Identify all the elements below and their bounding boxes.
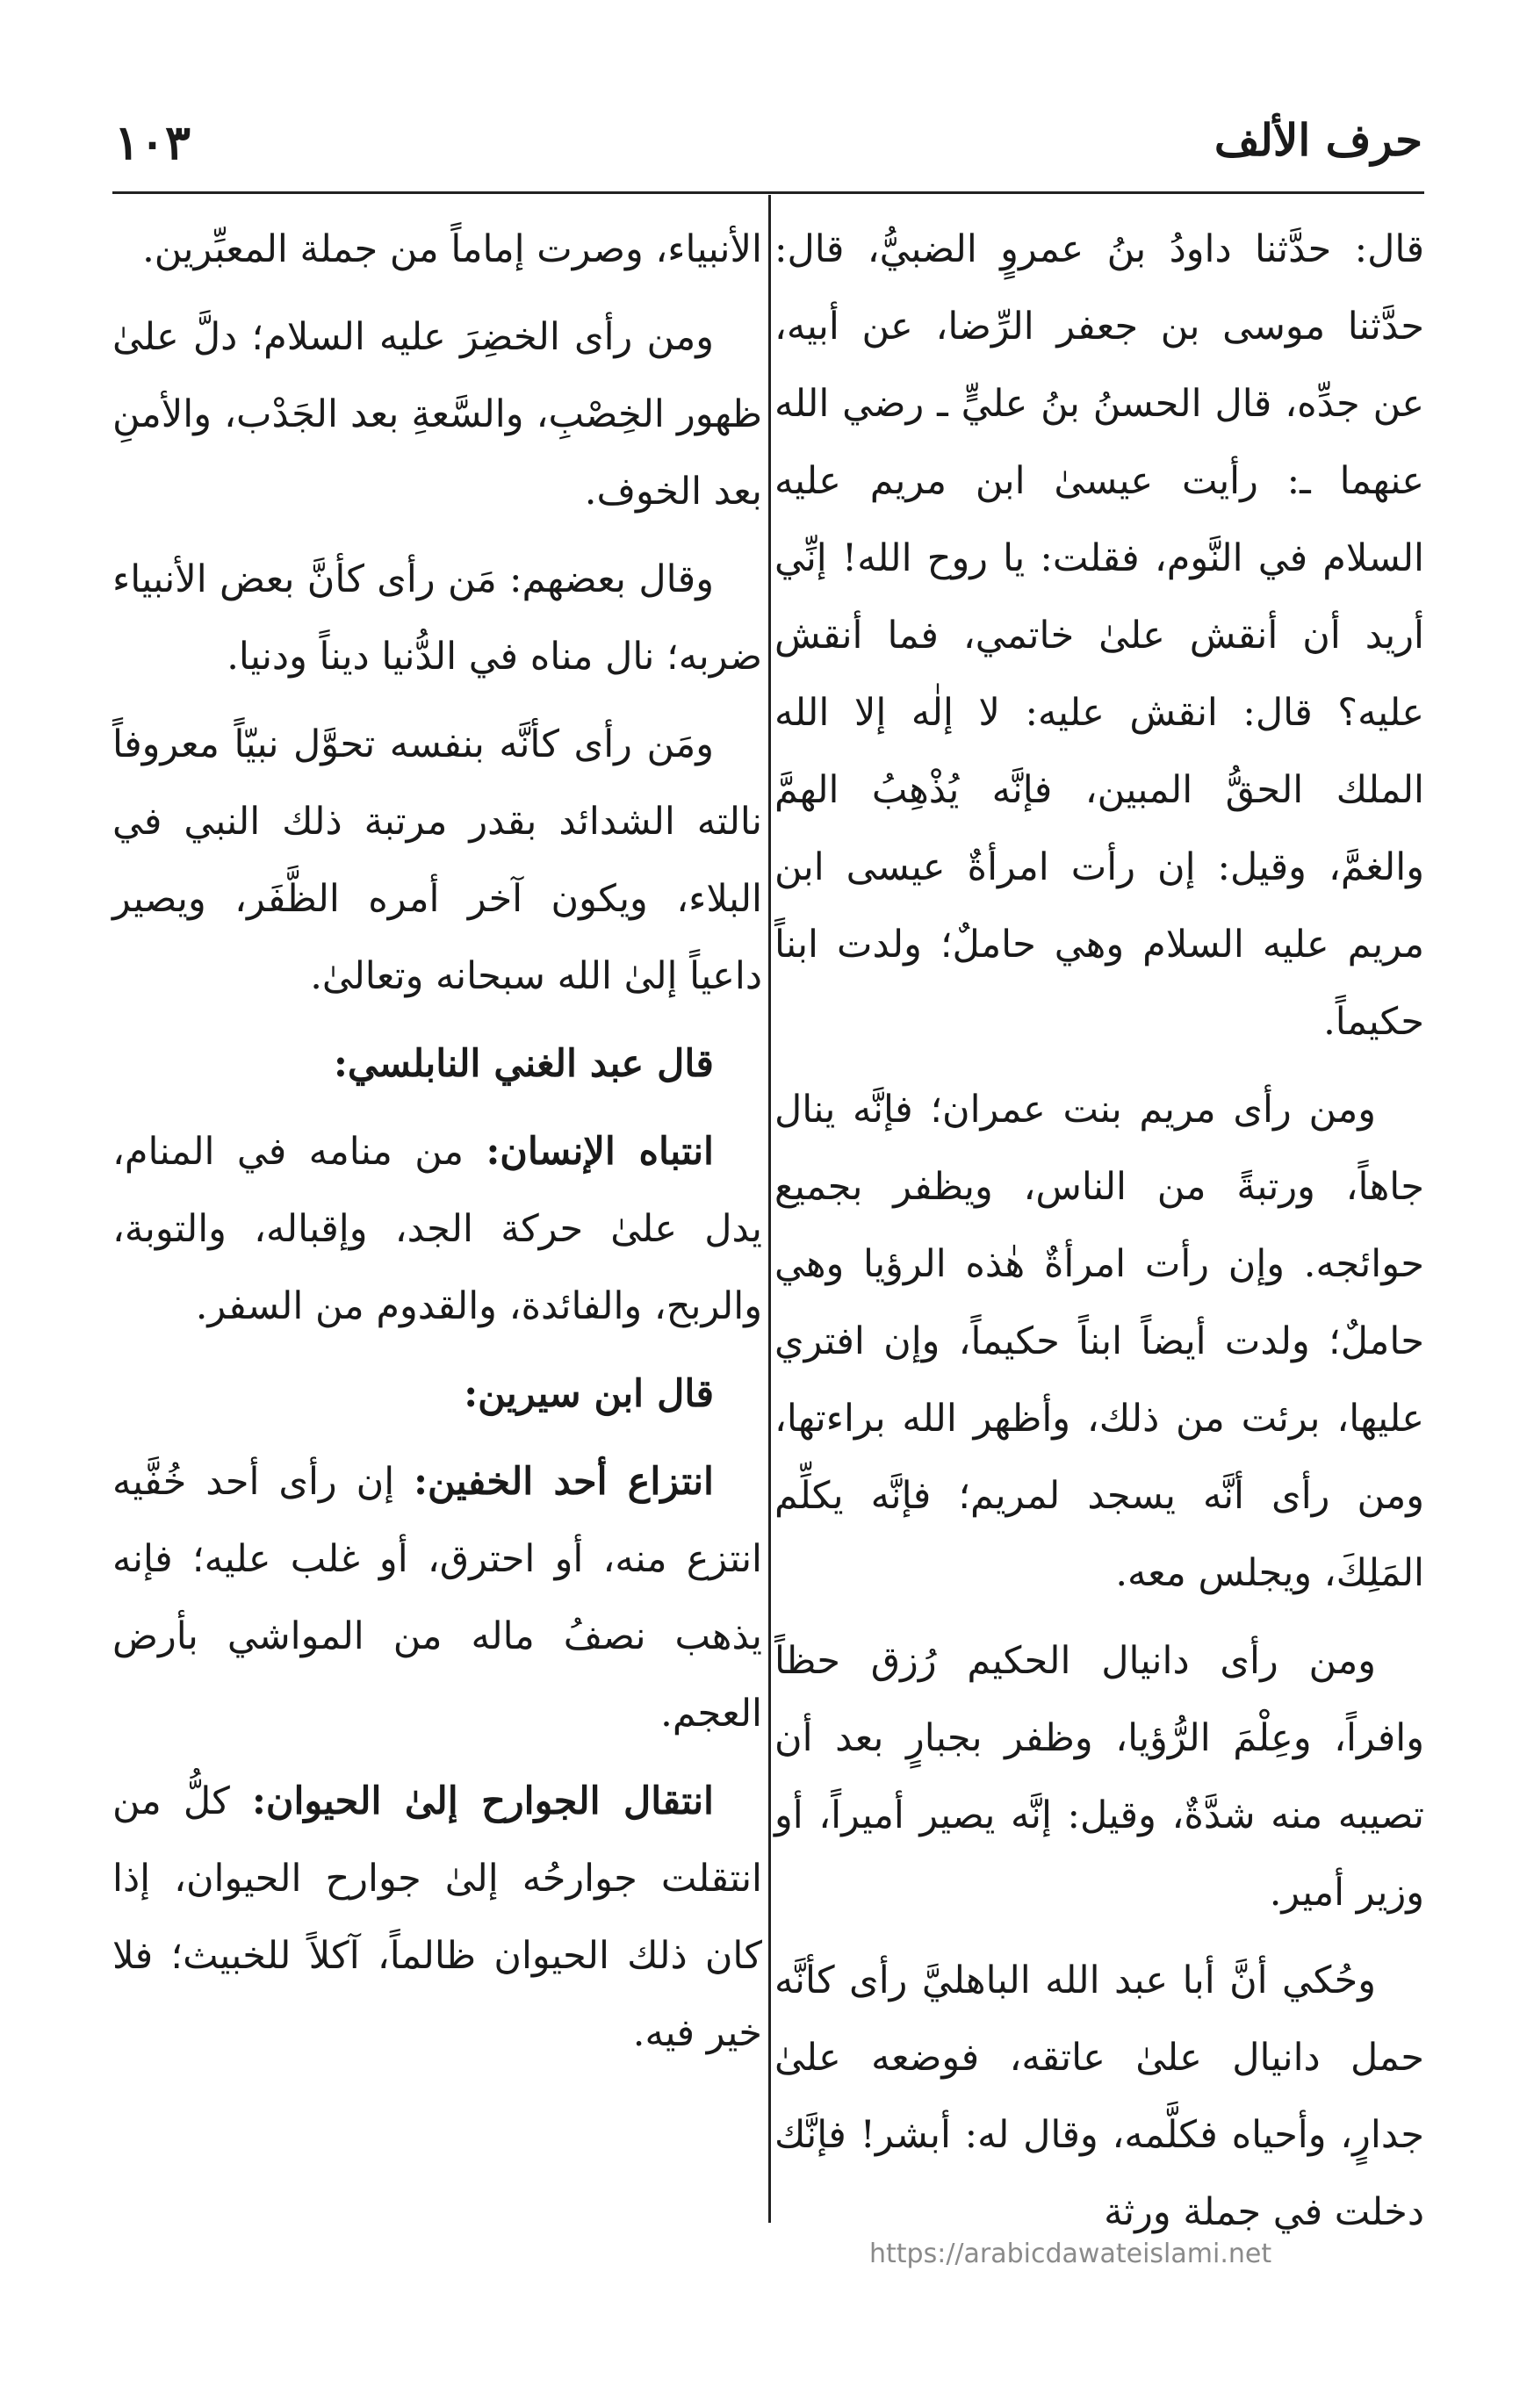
watermark-url: https://arabicdawateislami.net: [869, 2239, 1272, 2269]
paragraph: ومَن رأى كأنَّه بنفسه تحوَّل نبيّاً معروفاً نالته الشدائد بقدر مرتبة ذلك النبي في البلاء، ويكون آخر أمره الظَّفَر، ويصير داعياً إلىٰ الله سبحانه وتعالىٰ.: [112, 722, 762, 998]
entry-text: إن رأى أحد خُفَّيه انتزع منه، أو احترق، أو غلب عليه؛ فإنه يذهب نصفُ ماله من المواشي بأرض العجم.: [112, 1460, 762, 1736]
entry-paragraph: [112, 1113, 762, 1345]
paragraph: ومن رأى مريم بنت عمران؛ فإنَّه ينال جاهاً، ورتبةً من الناس، ويظفر بجميع حوائجه. وإن رأت امرأةٌ هٰذه الرؤيا وهي حاملٌ؛ ولدت أيضاً ابناً حكيماً، وإن افتري عليها، برئت من ذلك، وأظهر الله براءتها، ومن رأى أنَّه يسجد لمريم؛ فإنَّه يكلِّم المَلِكَ، ويجلس معه.: [774, 1088, 1424, 1595]
section-heading: قال عبد الغني النابلسي:: [333, 1042, 714, 1086]
page-number: ١٠٣: [114, 114, 191, 170]
paragraph: وحُكي أنَّ أبا عبد الله الباهليَّ رأى كأنَّه حمل دانيال علىٰ عاتقه، فوضعه علىٰ جدارٍ، وأحياه فكلَّمه، وقال له: أبشر! فإنَّك دخلت في جملة ورثة: [774, 1959, 1424, 2234]
paragraph: قال: حدَّثنا داودُ بنُ عمروٍ الضبيُّ، قال: حدَّثنا موسى بن جعفر الرِّضا، عن أبيه، عن جدِّه، قال الحسنُ بنُ عليٍّ ـ رضي الله عنهما ـ: رأيت عيسىٰ ابن مريم عليه السلام في النَّوم، فقلت: يا روح الله! إنِّي أريد أن أنقش علىٰ خاتمي، فما أنقش عليه؟ قال: انقش عليه: لا إلٰه إلا الله الملك الحقُّ المبين، فإنَّه يُذْهِبُ الهمَّ والغمَّ، وقيل: إن رأت امرأةٌ عيسى ابن مريم عليه السلام وهي حاملٌ؛ ولدت ابناً حكيماً.: [774, 227, 1424, 1044]
section-heading: قال ابن سيرين:: [464, 1372, 714, 1416]
entry-paragraph: [112, 1763, 762, 2072]
chapter-title: حرف الألف: [1214, 114, 1422, 166]
paragraph: ومن رأى دانيال الحكيم رُزق حظاً وافراً، وعِلْمَ الرُّؤيا، وظفر بجبارٍ بعد أن تصيبه منه شدَّةٌ، وقيل: إنَّه يصير أميراً، أو وزير أمير.: [774, 1639, 1424, 1915]
header-rule: [112, 191, 1424, 194]
entry-term: انتقال الجوارح إلىٰ الحيوان:: [252, 1779, 714, 1823]
entry-text: من منامه في المنام، يدل علىٰ حركة الجد، وإقباله، والتوبة، والربح، والفائدة، والقدوم من السفر.: [112, 1130, 762, 1328]
entry-paragraph: [112, 1443, 762, 1752]
left-column: [112, 211, 762, 2082]
paragraph: ومن رأى الخضِرَ عليه السلام؛ دلَّ علىٰ ظهور الخِصْبِ، والسَّعةِ بعد الجَدْب، والأمنِ بعد الخوف.: [112, 315, 762, 514]
entry-term: انتزاع أحد الخفين:: [414, 1460, 714, 1504]
entry-term: انتباه الإنسان:: [486, 1130, 714, 1174]
page-header: [114, 114, 1422, 184]
paragraph: وقال بعضهم: مَن رأى كأنَّ بعض الأنبياء ضربه؛ نال مناه في الدُّنيا ديناً ودنيا.: [112, 557, 762, 679]
entry-text: كلُّ من انتقلت جوارحُه إلىٰ جوارح الحيوان، إذا كان ذلك الحيوان ظالماً، آكلاً للخبيث؛ فلا خير فيه.: [112, 1779, 762, 2055]
paragraph: الأنبياء، وصرت إماماً من جملة المعبِّرين.: [142, 227, 762, 271]
right-column: [774, 211, 1424, 2261]
column-divider: [768, 195, 771, 2223]
